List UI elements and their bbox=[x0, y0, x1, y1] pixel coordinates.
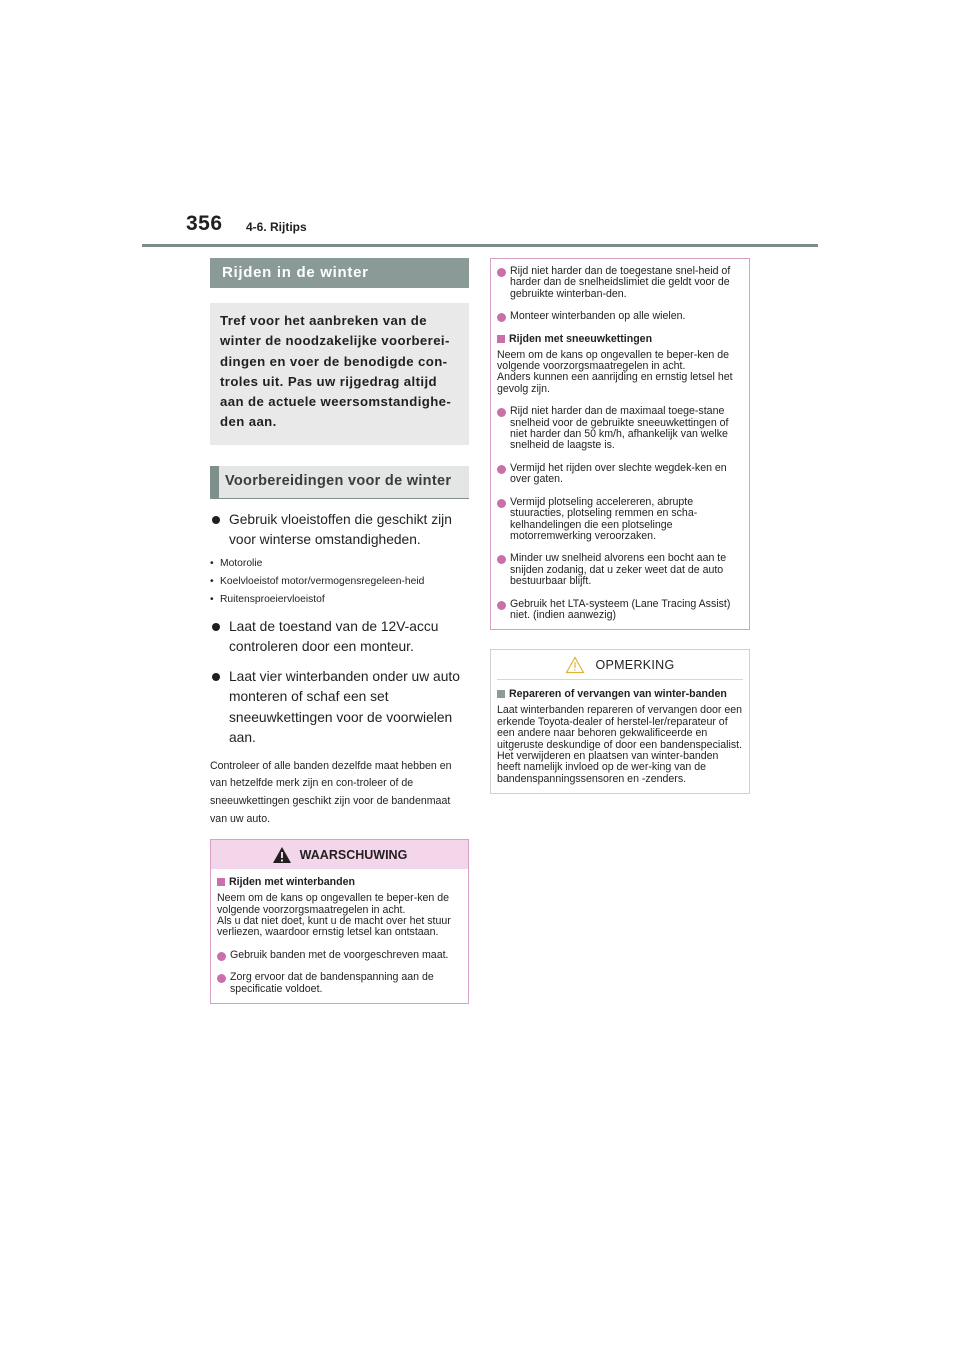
list-item bbox=[497, 311, 743, 322]
list-item-text: Ruitensproeiervloeistof bbox=[220, 593, 325, 605]
bullet-icon: • bbox=[210, 575, 214, 587]
warning-header bbox=[211, 840, 468, 869]
square-bullet-icon bbox=[497, 335, 505, 343]
circle-bullet-icon bbox=[497, 408, 506, 417]
list-item bbox=[497, 406, 743, 452]
list-item-text: Vermijd plotseling accelereren, abrupte stuuracties, plotseling remmen en scha-kelhandelingen die een plotselinge motorremwerking veroorzaken. bbox=[510, 495, 698, 542]
warning-heading bbox=[217, 876, 462, 888]
bullet-icon: • bbox=[210, 557, 214, 569]
list-item-text: Minder uw snelheid alvorens een bocht aan te snijden zodanig, dat u zeker weet dat de auto bestuurbaar blijft. bbox=[510, 552, 727, 588]
list-item-text: Gebruik banden met de voorgeschreven maat. bbox=[230, 948, 449, 961]
header-rule bbox=[142, 244, 818, 247]
bullet-icon bbox=[212, 623, 220, 631]
circle-bullet-icon bbox=[497, 555, 506, 564]
chains-text: Neem om de kans op ongevallen te beper-ken de volgende voorzorgsmaatregelen in acht. Anders kunnen een aanrijding en ernstig letsel het gevolg zijn. bbox=[497, 348, 733, 395]
note-body bbox=[491, 680, 749, 793]
circle-bullet-icon bbox=[497, 313, 506, 322]
warning-body bbox=[211, 869, 468, 1003]
list-item-text: Zorg ervoor dat de bandenspanning aan de specificatie voldoet. bbox=[230, 971, 434, 995]
note-label: OPMERKING bbox=[595, 657, 675, 672]
warning-continuation-box bbox=[490, 258, 750, 630]
warning-text: Neem om de kans op ongevallen te beper-ken de volgende voorzorgsmaatregelen in acht. Als u dat niet doet, kunt u de macht over het stuur verliezen, waardoor ernstig letsel kan ontstaan. bbox=[217, 892, 451, 939]
warning-triangle-icon bbox=[272, 846, 292, 864]
circle-bullet-icon bbox=[497, 601, 506, 610]
list-item bbox=[497, 463, 743, 486]
list-item-text: Vermijd het rijden over slechte wegdek-ken en over gaten. bbox=[510, 461, 727, 486]
square-bullet-icon bbox=[217, 878, 225, 886]
preparation-list bbox=[210, 510, 469, 749]
list-item bbox=[217, 950, 462, 961]
bullet-icon bbox=[212, 673, 220, 681]
left-column bbox=[210, 258, 469, 1004]
list-item-text: Rijd niet harder dan de toegestane snel-heid of harder dan de snelheidslimiet die geldt voor de gebruikte winterban-den. bbox=[510, 265, 731, 300]
warning-heading-text: Rijden met winterbanden bbox=[229, 876, 355, 889]
circle-bullet-icon bbox=[217, 974, 226, 983]
note-heading bbox=[497, 688, 743, 700]
list-item-text: Gebruik vloeistoffen die geschikt zijn voor winterse omstandigheden. bbox=[229, 511, 452, 548]
note-box bbox=[490, 649, 750, 794]
list-item-text: Gebruik het LTA-systeem (Lane Tracing Assist) niet. (indien aanwezig) bbox=[510, 597, 731, 621]
section-label: 4-6. Rijtips bbox=[246, 220, 307, 234]
page-number: 356 bbox=[186, 212, 223, 235]
list-item-text: Monteer winterbanden op alle wielen. bbox=[510, 310, 686, 323]
sub-heading: Voorbereidingen voor de winter bbox=[210, 466, 469, 499]
fluids-list bbox=[210, 558, 469, 606]
chains-heading-text: Rijden met sneeuwkettingen bbox=[509, 332, 653, 345]
bullet-icon: • bbox=[210, 593, 214, 605]
note-heading-text: Repareren of vervangen van winter-banden bbox=[509, 688, 727, 701]
warning-box bbox=[210, 839, 469, 1004]
list-item bbox=[497, 497, 743, 543]
circle-bullet-icon bbox=[497, 465, 506, 474]
list-item bbox=[210, 617, 469, 658]
list-item bbox=[217, 972, 462, 995]
circle-bullet-icon bbox=[497, 499, 506, 508]
note-header bbox=[491, 650, 749, 679]
list-item-text: Motorolie bbox=[220, 557, 263, 569]
circle-bullet-icon bbox=[497, 268, 506, 277]
note-text: Laat winterbanden repareren of vervangen door een erkende Toyota-dealer of herstel-ler/reparateur of een andere naar behoren gekwalificeerde en uitgeruste deskundige of door een bandenspecialist. Het verwijderen en plaatsen van winter-banden heeft namelijk invloed op de wer-king van de bandenspanningssensoren en -zenders. bbox=[497, 704, 743, 785]
caution-triangle-icon bbox=[565, 656, 585, 674]
list-item bbox=[210, 510, 469, 551]
list-item-text: Laat vier winterbanden onder uw auto monteren of schaf een set sneeuwkettingen voor de voorwielen aan. bbox=[229, 668, 460, 746]
list-item bbox=[497, 266, 743, 300]
list-item-text: Rijd niet harder dan de maximaal toege-stane snelheid voor de gebruikte sneeuwkettingen of niet harder dan 50 km/h, afhankelijk van welke snelheid de laagste is. bbox=[510, 405, 729, 452]
circle-bullet-icon bbox=[217, 952, 226, 961]
right-column bbox=[490, 258, 750, 794]
list-item-text: Laat de toestand van de 12V-accu controleren door een monteur. bbox=[229, 618, 439, 655]
section-title: Rijden in de winter bbox=[210, 258, 469, 288]
list-item bbox=[210, 594, 469, 606]
paragraph: Controleer of alle banden dezelfde maat hebben en van hetzelfde merk zijn en con-troleer of de sneeuwkettingen geschikt zijn voor de bandenmaat van uw auto. bbox=[210, 759, 452, 825]
warning-label: WAARSCHUWING bbox=[299, 847, 408, 862]
list-item-text: Koelvloeistof motor/vermogensregeleen-heid bbox=[220, 575, 425, 587]
bullet-icon bbox=[212, 516, 220, 524]
list-item bbox=[497, 553, 743, 587]
list-item bbox=[210, 667, 469, 749]
square-bullet-icon bbox=[497, 690, 505, 698]
chains-heading bbox=[497, 333, 743, 345]
list-item bbox=[210, 558, 469, 570]
list-item bbox=[210, 576, 469, 588]
intro-box: Tref voor het aanbreken van de winter de noodzakelijke voorberei-dingen en voer de benodigde con-troles uit. Pas uw rijgedrag altijd aan de actuele weersomstandighe-den aan. bbox=[210, 303, 469, 445]
list-item bbox=[497, 599, 743, 622]
